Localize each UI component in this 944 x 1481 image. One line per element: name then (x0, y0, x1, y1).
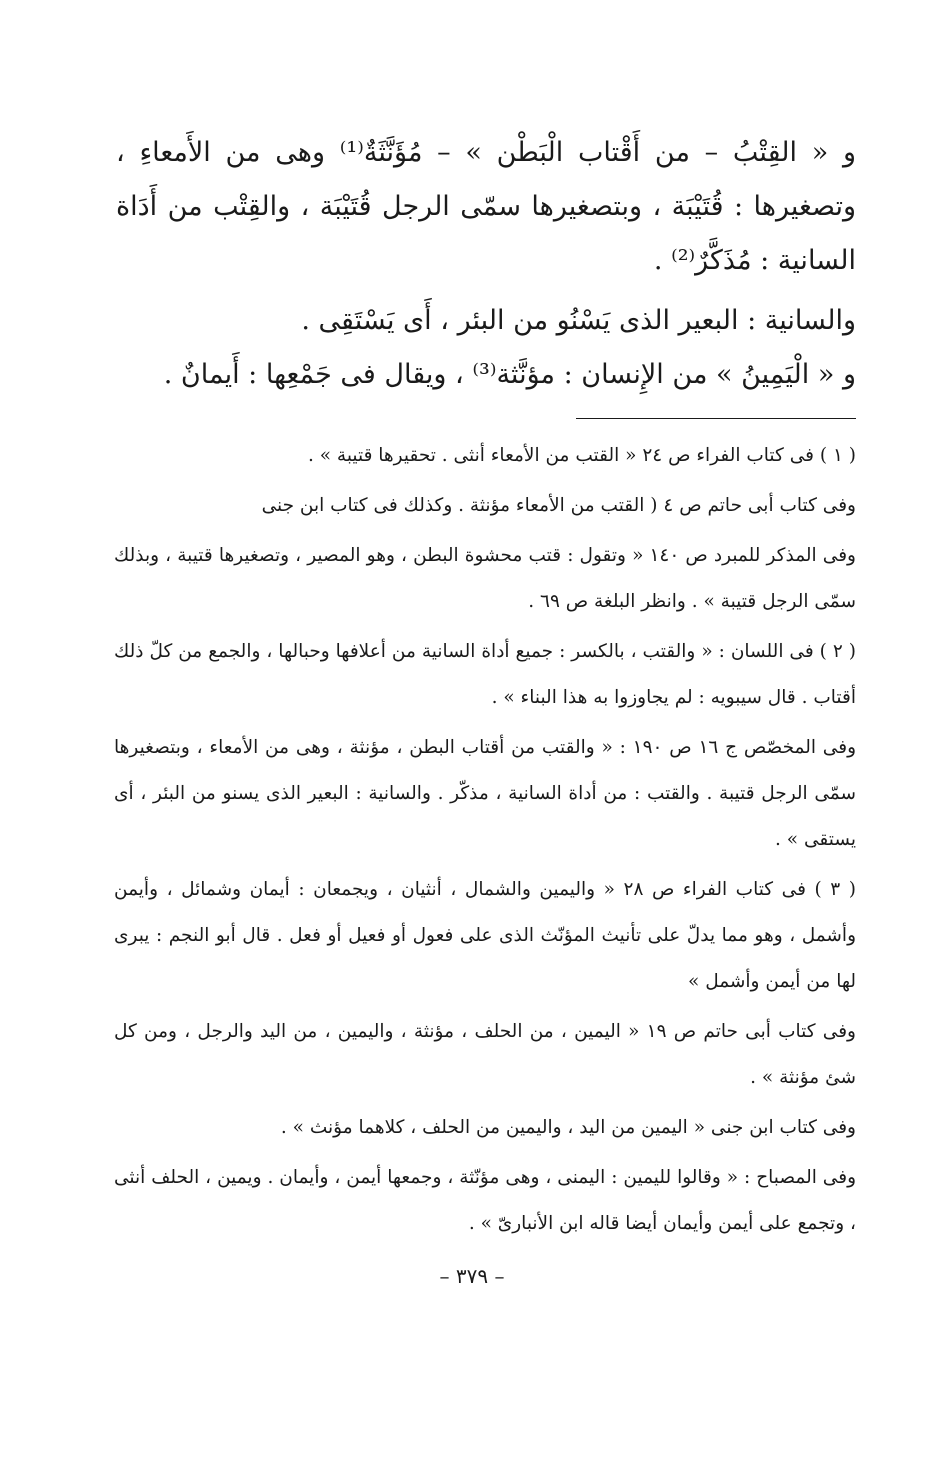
main-paragraph-yamin: و « الْيَمِينُ » من الإِنسان : مؤنَّثة⁽³⁾ ، ويقال فى جَمْعِها : أَيمانٌ . (163, 359, 856, 390)
footnote-3-ibn-jinni: وفى كتاب ابن جنى « اليمين من اليد ، واليمين من الحلف ، كلاهما مؤنث » . (280, 1117, 856, 1138)
main-paragraph-qitb: و « القِتْبُ – من أَقْتاب الْبَطْن » – مُؤَنَّثَةٌ⁽¹⁾ وهى من الأَمعاءِ ، وتصغيرها : قُتَيْبَة ، وبتصغيرها سمّى الرجل قُتَيْبَة ، والقِتْب من أَدَاة السانية : مُذَكَّرٌ⁽²⁾ . (116, 137, 856, 276)
footnote-divider (576, 418, 856, 419)
footnote-2-mukhassas: وفى المخصّص ج ١٦ ص ١٩٠ : « والقتب من أقتاب البطن ، مؤنثة ، وهى من الأمعاء ، وبتصغيرها سمّى الرجل قتيبة . والقتب : من أداة السانية ، مذكّر . والسانية : البعير الذى يسنو من البئر ، أى يستقى » . (114, 737, 856, 850)
footnote-3-misbah: وفى المصباح : « وقالوا لليمين : اليمنى ، وهى مؤنّثة ، وجمعها أيمن ، وأيمان . ويمين ، الحلف أنثى ، وتجمع على أيمن وأيمان أيضا قاله ابن الأنبارىّ » . (114, 1167, 856, 1234)
footnote-1: ( ١ ) فى كتاب الفراء ص ٢٤ « القتب من الأمعاء أنثى . تحقيرها قتيبة » . (307, 445, 856, 466)
footnote-3-abu-hatim: وفى كتاب أبى حاتم ص ١٩ « اليمين ، من الحلف ، مؤنثة ، واليمين ، من اليد والرجل ، ومن كل شئ مؤنثة » . (114, 1021, 856, 1088)
footnote-1-abu-hatim: وفى كتاب أبى حاتم ص ٤ ( القتب من الأمعاء مؤنثة . وكذلك فى كتاب ابن جنى (261, 495, 856, 516)
footnote-1-mubarrad: وفى المذكر للمبرد ص ١٤٠ « وتقول : قتب محشوة البطن ، وهو المصير ، وتصغيرها قتيبة ، وبذلك سمّى الرجل قتيبة » . وانظر البلغة ص ٦٩ . (114, 545, 856, 612)
main-paragraph-saniya: والسانية : البعير الذى يَسْنُو من البئر ، أَى يَسْتَقِى . (301, 305, 856, 336)
footnote-2: ( ٢ ) فى اللسان : « والقتب ، بالكسر : جميع أداة السانية من أعلافها وحبالها ، والجمع من كلّ ذلك أقتاب . قال سيبويه : لم يجاوزوا به هذا البناء » . (114, 641, 856, 708)
footnote-3: ( ٣ ) فى كتاب الفراء ص ٢٨ « واليمين والشمال ، أنثيان ، ويجمعان : أيمان وشمائل ، وأيمن وأشمل ، وهو مما يدلّ على تأنيث المؤنّث الذى على فعول أو فعيل أو فعل . قال أبو النجم : يبرى لها من أيمن وأشمل » (114, 879, 856, 992)
page-number: – ٣٧٩ – (439, 1264, 505, 1288)
footnotes-section (114, 433, 856, 1251)
